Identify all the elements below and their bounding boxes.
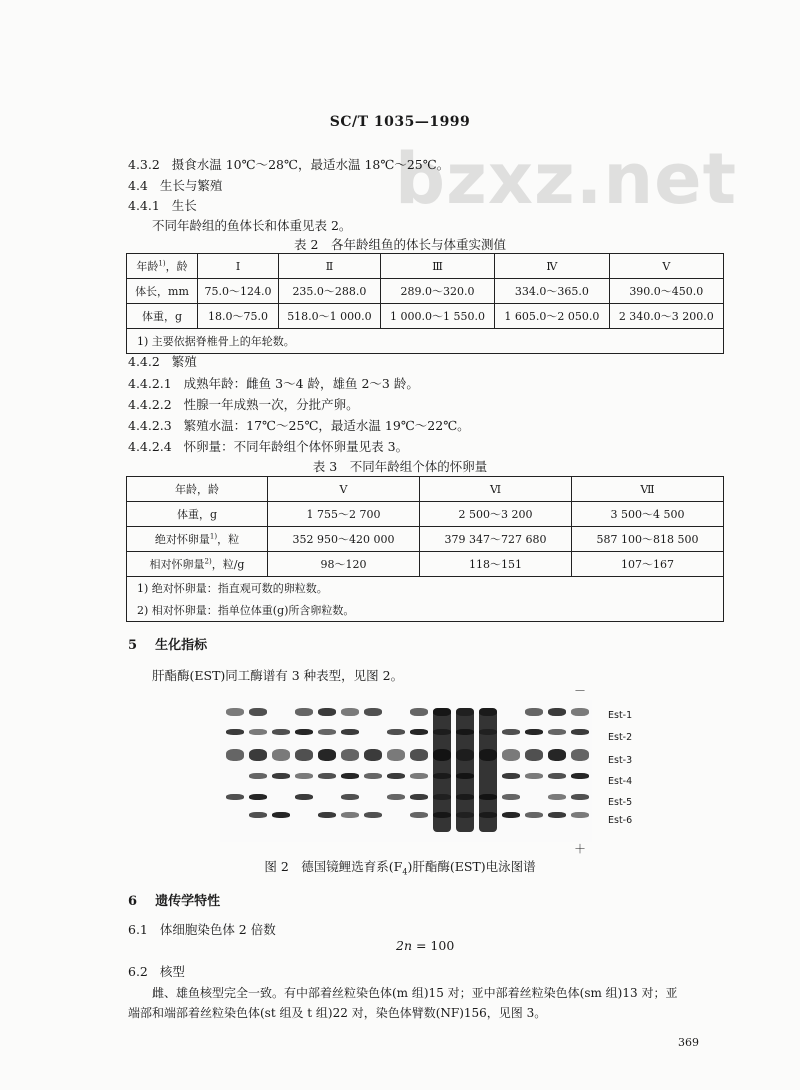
est-label: Est-1 (608, 710, 633, 721)
gel-band (364, 773, 382, 779)
clause-text: 生长与繁殖 (159, 178, 223, 193)
gel-band (295, 708, 313, 716)
gel-band (318, 708, 336, 716)
gel-band (571, 812, 589, 818)
clause-text: 核型 (159, 964, 185, 979)
gel-band (341, 794, 359, 800)
section-6-heading (128, 890, 220, 909)
gel-band (571, 794, 589, 800)
gel-band (571, 773, 589, 779)
table-header-cell: Ⅴ (268, 477, 420, 502)
plus-sign: ＋ (574, 842, 587, 856)
clause-4-4-2 (128, 352, 197, 370)
table-row (127, 552, 724, 577)
gel-band (226, 749, 244, 761)
gel-band (364, 812, 382, 818)
gel-band (548, 812, 566, 818)
clause-number: 4.4 (128, 178, 148, 193)
table-header-cell: Ⅲ (380, 254, 494, 279)
gel-band (249, 749, 267, 761)
est-paragraph: 肝酯酶(EST)同工酶谱有 3 种表型，见图 2。 (152, 668, 404, 683)
clause-4-4-2-4 (128, 437, 408, 455)
gel-band (525, 729, 543, 735)
clause-text: 繁殖 (171, 354, 197, 369)
gel-band (272, 749, 290, 761)
section-title: 遗传学特性 (155, 894, 221, 909)
gel-band (571, 708, 589, 716)
gel-band (341, 749, 359, 761)
karyotype-paragraph-line-2: 端部和端部着丝粒染色体(st 组及 t 组)22 对，染色体臂数(NF)156，见图 3。 (128, 1006, 547, 1020)
est-label: Est-4 (608, 776, 633, 787)
table-cell: 1 000.0～1 550.0 (380, 304, 494, 329)
section-number: 6 (128, 894, 138, 909)
est-label: Est-5 (608, 797, 633, 808)
gel-band (502, 729, 520, 735)
row-label: 体重，g (127, 304, 198, 329)
est-label: Est-3 (608, 755, 633, 766)
gel-band (341, 773, 359, 779)
clause-4-4-1 (128, 196, 197, 214)
gel-band (387, 773, 405, 779)
table-cell: 75.0～124.0 (198, 279, 279, 304)
electrophoresis-gel-image (220, 700, 592, 842)
table-cell: 1 755～2 700 (268, 502, 420, 527)
table-cell: 2 500～3 200 (420, 502, 572, 527)
clause-6-2 (128, 962, 185, 980)
gel-band (295, 729, 313, 735)
gel-band (525, 708, 543, 716)
gel-band (364, 708, 382, 716)
chromosome-formula: 2n = 100 (396, 938, 455, 953)
gel-band (364, 749, 382, 761)
gel-band (318, 812, 336, 818)
gel-band (295, 794, 313, 800)
gel-band (318, 773, 336, 779)
table-cell: 1 605.0～2 050.0 (495, 304, 609, 329)
gel-band (525, 812, 543, 818)
gel-band (318, 729, 336, 735)
gel-band (548, 794, 566, 800)
gel-band (548, 773, 566, 779)
gel-band (410, 812, 428, 818)
minus-sign: － (574, 684, 587, 698)
table-row (127, 304, 724, 329)
clause-number: 6.1 (128, 922, 148, 937)
gel-band (410, 773, 428, 779)
table-row (127, 599, 724, 622)
table-cell: 18.0～75.0 (198, 304, 279, 329)
clause-4-3-2 (128, 155, 449, 173)
clause-4-4 (128, 176, 222, 194)
table-header-cell: 年龄$^{1)}$，龄 (127, 254, 198, 279)
gel-band (502, 773, 520, 779)
table-cell: 107～167 (572, 552, 724, 577)
clause-text: 体细胞染色体 2 倍数 (159, 922, 276, 937)
gel-band (410, 708, 428, 716)
gel-band (548, 749, 566, 761)
table-cell: 235.0～288.0 (279, 279, 381, 304)
gel-band (226, 794, 244, 800)
clause-text: 性腺一年成熟一次，分批产卵。 (183, 397, 359, 412)
gel-band (249, 794, 267, 800)
row-label: 体重，g (127, 502, 268, 527)
gel-band (272, 729, 290, 735)
table-cell: 3 500～4 500 (572, 502, 724, 527)
table-cell: 587 100～818 500 (572, 527, 724, 552)
table-row (127, 254, 724, 279)
table-header-cell: 年龄，龄 (127, 477, 268, 502)
table-cell: 98～120 (268, 552, 420, 577)
standard-header: SC/T 1035—1999 (329, 114, 471, 130)
gel-band (571, 729, 589, 735)
table-cell: 518.0～1 000.0 (279, 304, 381, 329)
table-cell: 289.0～320.0 (380, 279, 494, 304)
gel-band (525, 749, 543, 761)
gel-band (548, 708, 566, 716)
page-number: 369 (678, 1036, 699, 1049)
gel-band (295, 773, 313, 779)
table-header-cell: Ⅱ (279, 254, 381, 279)
gel-band (502, 812, 520, 818)
clause-4-4-2-3 (128, 416, 470, 434)
gel-smear (433, 708, 451, 832)
gel-band (249, 812, 267, 818)
gel-band (548, 729, 566, 735)
clause-4-4-2-1 (128, 374, 419, 392)
gel-band (387, 749, 405, 761)
clause-number: 6.2 (128, 964, 148, 979)
table-header-cell: Ⅴ (609, 254, 723, 279)
est-label: Est-6 (608, 815, 633, 826)
clause-text: 摄食水温 10℃～28℃，最适水温 18℃～25℃。 (171, 157, 450, 172)
footnote-marker: 2) (204, 557, 212, 566)
gel-band (387, 794, 405, 800)
table-header-cell: Ⅳ (495, 254, 609, 279)
watermark: bzxz.net (395, 138, 738, 220)
gel-band (272, 812, 290, 818)
table-row (127, 329, 724, 354)
clause-text: 生长 (171, 198, 197, 213)
gel-band (318, 749, 336, 761)
karyotype-paragraph-line-1: 雌、雄鱼核型完全一致。有中部着丝粒染色体(m 组)15 对；亚中部着丝粒染色体(sm 组)13 对；亚 (152, 986, 678, 1000)
clause-number: 4.3.2 (128, 157, 160, 172)
table-footnote: 1) 主要依据脊椎骨上的年轮数。 (127, 329, 724, 354)
gel-band (249, 729, 267, 735)
table-3 (126, 476, 724, 622)
footnote-marker: 1) (209, 532, 218, 541)
gel-band (272, 773, 290, 779)
table-2 (126, 253, 724, 354)
table-footnote: 1) 绝对怀卵量：指直观可数的卵粒数。 (127, 577, 724, 600)
gel-band (410, 794, 428, 800)
gel-band (571, 749, 589, 761)
clause-number: 4.4.2.1 (128, 376, 172, 391)
footnote-marker: 1) (158, 259, 166, 268)
gel-band (410, 749, 428, 761)
clause-text: 成熟年龄：雌鱼 3～4 龄，雄鱼 2～3 龄。 (183, 376, 419, 391)
clause-number: 4.4.2 (128, 354, 160, 369)
table-row (127, 527, 724, 552)
gel-band (387, 729, 405, 735)
gel-band (502, 794, 520, 800)
gel-band (525, 773, 543, 779)
clause-text: 繁殖水温：17℃～25℃，最适水温 19℃～22℃。 (183, 418, 470, 433)
clause-6-1 (128, 920, 276, 938)
table-cell: 2 340.0～3 200.0 (609, 304, 723, 329)
row-label: 绝对怀卵量$^{1)}$，粒 (127, 527, 268, 552)
table-2-caption: 表 2 各年龄组鱼的体长与体重实测值 (294, 237, 506, 252)
gel-band (295, 749, 313, 761)
section-number: 5 (128, 638, 138, 653)
table-header-cell: Ⅶ (572, 477, 724, 502)
clause-text: 怀卵量：不同年龄组个体怀卵量见表 3。 (183, 439, 409, 454)
section-title: 生化指标 (155, 638, 208, 653)
table-row (127, 279, 724, 304)
clause-number: 4.4.2.2 (128, 397, 172, 412)
table-footnote: 2) 相对怀卵量：指单位体重(g)所含卵粒数。 (127, 599, 724, 622)
gel-band (249, 773, 267, 779)
table-cell: 352 950～420 000 (268, 527, 420, 552)
section-5-heading (128, 634, 207, 653)
gel-band (502, 749, 520, 761)
gel-smear (456, 708, 474, 832)
row-label: 相对怀卵量$^{2)}$，粒/g (127, 552, 268, 577)
row-label: 体长，mm (127, 279, 198, 304)
table-row (127, 502, 724, 527)
clause-number: 4.4.2.4 (128, 439, 172, 454)
gel-smear (479, 708, 497, 832)
table-cell: 379 347～727 680 (420, 527, 572, 552)
gel-band (226, 729, 244, 735)
table-header-cell: Ⅵ (420, 477, 572, 502)
gel-band (341, 812, 359, 818)
gel-band (249, 708, 267, 716)
figure-2-caption: 图 2 德国镜鲤选育系$(F_4)$肝酯酶(EST)电泳图谱 (264, 859, 536, 877)
table-row (127, 477, 724, 502)
table-header-cell: Ⅰ (198, 254, 279, 279)
table-cell: 118～151 (420, 552, 572, 577)
clause-number: 4.4.2.3 (128, 418, 172, 433)
table-3-caption: 表 3 不同年龄组个体的怀卵量 (312, 459, 488, 474)
growth-paragraph: 不同年龄组的鱼体长和体重见表 2。 (152, 218, 352, 233)
gel-band (341, 708, 359, 716)
gel-band (226, 708, 244, 716)
clause-4-4-2-2 (128, 395, 359, 413)
table-cell: 334.0～365.0 (495, 279, 609, 304)
table-row (127, 577, 724, 600)
gel-band (341, 729, 359, 735)
table-cell: 390.0～450.0 (609, 279, 723, 304)
est-label: Est-2 (608, 732, 633, 743)
gel-band (410, 729, 428, 735)
clause-number: 4.4.1 (128, 198, 160, 213)
